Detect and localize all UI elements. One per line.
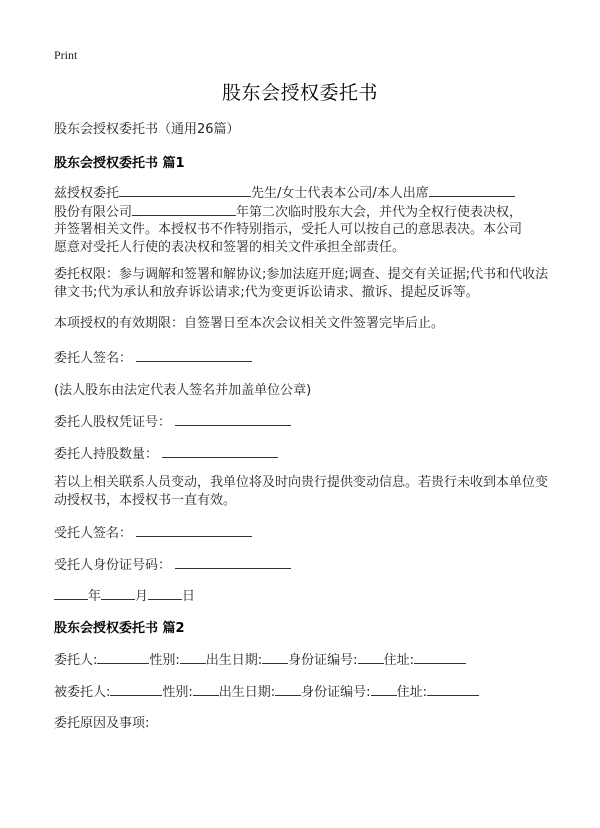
- agent-id-row: [54, 554, 291, 573]
- validity-paragraph: 本项授权的有效期限：自签署日至本次会议相关文件签署完毕后止。: [54, 316, 445, 331]
- blank-field: [414, 651, 466, 664]
- print-link[interactable]: Print: [54, 48, 78, 62]
- blank-field: [262, 651, 288, 664]
- year-blank: [54, 587, 88, 600]
- label: 身份证编号:: [288, 653, 358, 668]
- share-cert-blank: [175, 413, 291, 426]
- authorization-paragraph: [54, 184, 554, 256]
- label: 性别:: [162, 685, 193, 700]
- blank-field: [97, 651, 149, 664]
- blank-field: [427, 683, 479, 696]
- label: 住址:: [383, 653, 414, 668]
- agent-signature-row: [54, 522, 252, 541]
- month-blank: [101, 587, 135, 600]
- section-1-heading: 股东会授权委托书 篇1: [54, 156, 185, 171]
- label: 出生日期:: [205, 653, 263, 668]
- day-blank: [148, 587, 182, 600]
- label: 委托人签名：: [54, 351, 133, 366]
- label: 受托人身份证号码：: [54, 558, 172, 573]
- text: 先生/女士代表本公司/本人出席: [251, 186, 429, 201]
- date-row: [54, 585, 195, 604]
- authorization-scope-paragraph: 委托权限：参与调解和签署和解协议;参加法庭开庭;调查、提交有关证据;代书和代收法律文书;代为承认和放弃诉讼请求;代为变更诉讼请求、撤诉、提起反诉等。: [54, 267, 549, 300]
- label: 月: [135, 589, 149, 604]
- label: 日: [182, 589, 196, 604]
- share-count-row: [54, 443, 278, 462]
- agent-info-row: [54, 681, 479, 700]
- blank-field: [371, 683, 397, 696]
- principal-info-row: [54, 649, 466, 668]
- blank-field: [180, 651, 206, 664]
- label: 委托人股权凭证号：: [54, 415, 172, 430]
- blank-field: [132, 203, 236, 216]
- label: 住址:: [396, 685, 427, 700]
- change-notice-paragraph: 若以上相关联系人员变动，我单位将及时向贵行提供变动信息。若贵行未收到本单位变动授权书，本授权书一直有效。: [54, 475, 549, 508]
- reason-label: 委托原因及事项:: [54, 716, 150, 731]
- agent-signature-blank: [136, 524, 252, 537]
- document-title: 股东会授权委托书: [221, 82, 378, 104]
- para-line: [54, 184, 554, 203]
- blank-field: [358, 651, 384, 664]
- label: 出生日期:: [218, 685, 276, 700]
- share-count-blank: [162, 445, 278, 458]
- principal-signature-blank: [136, 349, 252, 362]
- legal-note: (法人股东由法定代表人签名并加盖单位公章): [54, 383, 312, 398]
- label: 受托人签名：: [54, 526, 133, 541]
- section-2-heading: 股东会授权委托书 篇2: [54, 621, 185, 636]
- blank-field: [429, 184, 515, 197]
- blank-field: [119, 184, 251, 197]
- agent-id-blank: [175, 556, 291, 569]
- para-line: [54, 203, 554, 222]
- share-cert-row: [54, 411, 291, 430]
- text: 兹授权委托: [54, 186, 120, 201]
- para-line: 愿意对受托人行使的表决权和签署的相关文件承担全部责任。: [54, 239, 406, 255]
- text: 股份有限公司: [54, 204, 133, 220]
- principal-signature-row: [54, 347, 252, 366]
- document-subtitle: 股东会授权委托书（通用26篇）: [54, 122, 240, 137]
- label: 委托人:: [54, 653, 98, 668]
- label: 被委托人:: [54, 685, 111, 700]
- blank-field: [110, 683, 162, 696]
- blank-field: [193, 683, 219, 696]
- label: 性别:: [149, 653, 180, 668]
- label: 身份证编号:: [301, 685, 371, 700]
- para-line: 并签署相关文件。本授权书不作特别指示，受托人可以按自己的意思表决。本公司: [54, 222, 523, 237]
- text: 年第二次临时股东大会，并代为全权行使表决权，: [236, 204, 523, 220]
- label: 委托人持股数量：: [54, 447, 159, 462]
- label: 年: [88, 589, 102, 604]
- blank-field: [275, 683, 301, 696]
